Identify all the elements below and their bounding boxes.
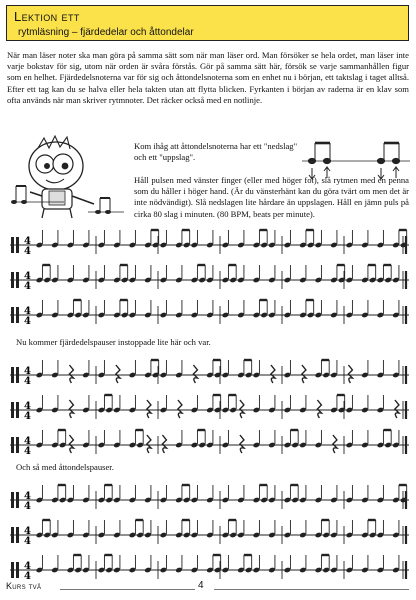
page-number: 4 [198,580,204,591]
percussion-clef-bar [11,307,14,323]
percussion-clef-bar [11,402,14,418]
quarter-rest [147,435,151,453]
lesson-subtitle: rytmläsning – fjärdedelar och åttondelar [18,27,194,38]
rhythm-staff [0,427,416,457]
rhythm-staff [0,392,416,422]
time-signature-top: 4 [24,561,31,572]
percussion-clef-bar [11,562,14,578]
footer-divider-left [60,589,195,590]
rhythm-staff [0,357,416,387]
percussion-clef-bar [11,367,14,383]
eighth-note-explanation: Kom ihåg att åttondelsnoterna har ett "nedslag" och ett "uppslag". [134,141,298,163]
quarter-rest [69,365,73,383]
percussion-clef-bar [11,272,14,288]
quarter-rest [317,400,321,418]
time-signature-bottom: 4 [24,411,31,422]
percussion-clef-bar [16,272,19,288]
footer-divider-right [214,589,409,590]
time-signature-bottom: 4 [24,501,31,512]
percussion-clef-bar [16,307,19,323]
quarter-rest [333,435,337,453]
percussion-clef-bar [16,437,19,453]
quarter-rest [147,400,151,418]
quarter-rest [69,435,73,453]
quarter-rest [348,365,352,383]
time-signature-top: 4 [24,491,31,502]
quarter-rest [116,365,120,383]
lesson-title: Lektion ett [14,9,80,24]
time-signature-top: 4 [24,526,31,537]
time-signature-top: 4 [24,236,31,247]
percussion-clef-bar [11,437,14,453]
time-signature-bottom: 4 [24,376,31,387]
percussion-clef-bar [11,527,14,543]
quarter-rest [69,400,73,418]
section-eighth-rests-label: Och så med åttondelspauser. [16,462,114,472]
time-signature-bottom: 4 [24,246,31,257]
percussion-clef-bar [16,367,19,383]
quarter-rest [193,365,197,383]
percussion-clef-bar [16,237,19,253]
percussion-clef-bar [11,237,14,253]
percussion-clef-bar [16,527,19,543]
time-signature-top: 4 [24,436,31,447]
quarter-rest [395,400,399,418]
percussion-clef-bar [16,402,19,418]
rhythm-staff [0,482,416,512]
time-signature-bottom: 4 [24,316,31,327]
cartoon-musician-icon [8,128,126,220]
rhythm-staff [0,552,416,582]
time-signature-top: 4 [24,306,31,317]
rhythm-staff [0,297,416,327]
time-signature-bottom: 4 [24,446,31,457]
quarter-rest [302,365,306,383]
quarter-rest [240,400,244,418]
percussion-clef-bar [16,492,19,508]
section-quarter-rests-label: Nu kommer fjärdedelspauser instoppade lite här och var. [16,337,211,347]
lesson-header [6,5,409,41]
percussion-clef-bar [16,562,19,578]
time-signature-bottom: 4 [24,536,31,547]
quarter-rest [162,435,166,453]
time-signature-top: 4 [24,401,31,412]
pulse-instructions: Håll pulsen med vänster finger (eller med höger fot), slå rytmen med en penna som du håller i höger hand. (Är du vänsterhänt kan du göra tvärt om men det är inte nödvändigt). Slå nedslagen lite hårdare än uppslagen. Håll en jämn puls på cirka 80 slag i minuten. (80 BPM, beats per minute). [134,175,409,219]
time-signature-top: 4 [24,271,31,282]
quarter-rest [271,365,275,383]
rhythm-staff [0,262,416,292]
time-signature-bottom: 4 [24,571,31,582]
rhythm-staff [0,227,416,257]
percussion-clef-bar [11,492,14,508]
rhythm-staff [0,517,416,547]
book-title: Kurs två [6,581,42,591]
time-signature-bottom: 4 [24,281,31,292]
time-signature-top: 4 [24,366,31,377]
eighth-note-pair-icon [302,135,410,183]
quarter-rest [240,435,244,453]
intro-paragraph: När man läser noter ska man göra på samma sätt som när man läser ord. Man försöker se hela ordet, man läser inte varje bokstav för sig, utom när orden är svåra förstås. Gör på samma sätt här, försök se varje sammanhållen figur som en helhet. Fjärdedelsnoterna var för sig och åttondelsnoterna som en enhet nu i början, ett taktslag i taget alltså. Efter ett tag kan du se halva eller hela takten utan att flytta blicken. Fyrkanten i början av raderna är en klav som ofta används när man skriver rytmnoter. Det räcker också med en notlinje. [7,50,409,105]
quarter-rest [178,400,182,418]
